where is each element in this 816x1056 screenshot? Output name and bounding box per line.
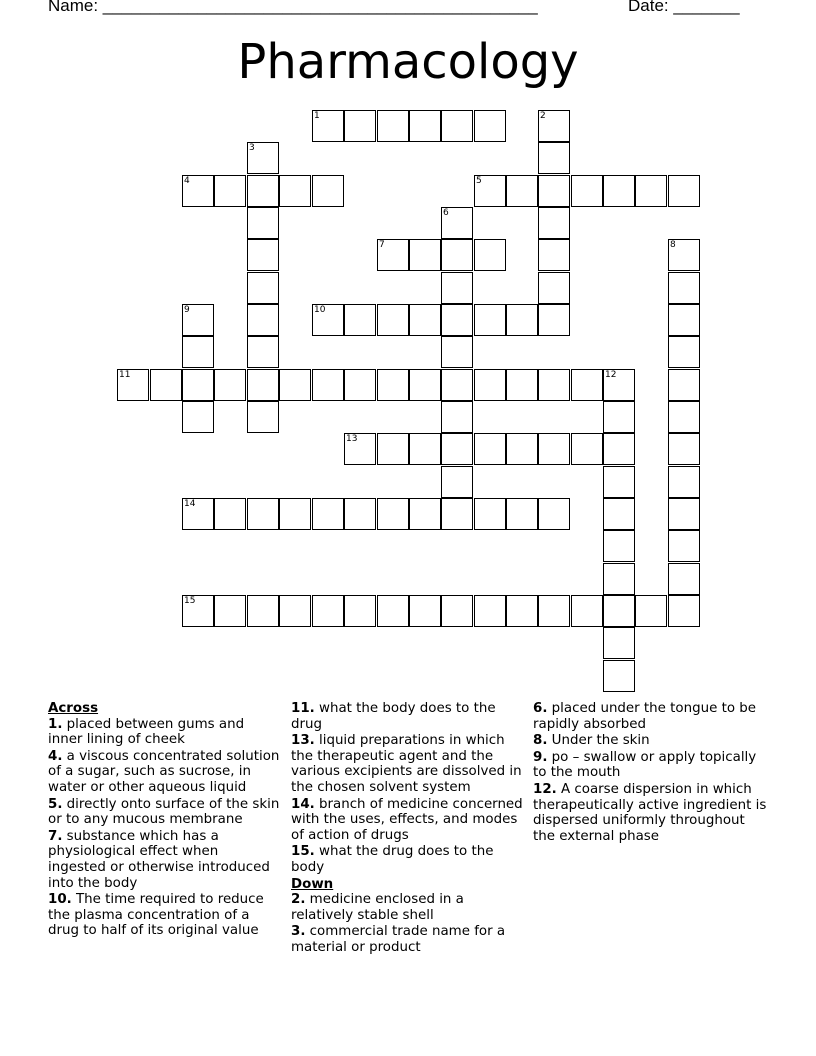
grid-cell[interactable] — [312, 498, 344, 530]
grid-cell[interactable] — [214, 498, 246, 530]
grid-cell[interactable] — [312, 175, 344, 207]
grid-cell[interactable] — [474, 595, 506, 627]
grid-cell[interactable] — [538, 595, 570, 627]
grid-cell[interactable] — [668, 466, 700, 498]
grid-cell[interactable] — [279, 369, 311, 401]
clue-number: 1 — [314, 111, 320, 121]
clue-number: 7 — [379, 240, 385, 250]
grid-cell[interactable] — [247, 175, 279, 207]
clues-column-3 — [533, 701, 769, 845]
clue-number: 13 — [346, 434, 358, 444]
grid-cell[interactable] — [474, 498, 506, 530]
clue-across-11: 11. what the body does to the drug — [291, 701, 496, 732]
grid-cell[interactable] — [441, 498, 473, 530]
grid-cell[interactable] — [247, 369, 279, 401]
grid-cell[interactable] — [182, 336, 214, 368]
grid-cell[interactable] — [668, 563, 700, 595]
date-field-label: Date: _______ — [628, 0, 740, 15]
clue-down-6: 6. placed under the tongue to be rapidly absorbed — [533, 701, 757, 732]
grid-cell[interactable] — [441, 336, 473, 368]
grid-cell[interactable] — [506, 595, 538, 627]
grid-cell[interactable] — [538, 369, 570, 401]
grid-cell[interactable] — [441, 239, 473, 271]
grid-cell[interactable] — [312, 369, 344, 401]
grid-cell[interactable] — [603, 498, 635, 530]
clue-number: 12 — [605, 370, 617, 380]
grid-cell[interactable] — [247, 401, 279, 433]
grid-cell[interactable] — [506, 498, 538, 530]
clue-down-2: 2. medicine enclosed in a relatively stable shell — [291, 892, 464, 923]
grid-cell[interactable] — [247, 207, 279, 239]
grid-cell[interactable] — [441, 304, 473, 336]
grid-cell[interactable] — [668, 336, 700, 368]
clue-number: 2 — [540, 111, 546, 121]
grid-cell[interactable] — [668, 304, 700, 336]
grid-cell[interactable] — [603, 175, 635, 207]
grid-cell[interactable] — [571, 175, 603, 207]
grid-cell[interactable] — [538, 272, 570, 304]
grid-cell[interactable] — [474, 239, 506, 271]
clues-column-2 — [291, 701, 527, 957]
grid-cell[interactable] — [247, 272, 279, 304]
grid-cell[interactable] — [247, 239, 279, 271]
grid-cell[interactable] — [312, 595, 344, 627]
grid-cell[interactable] — [247, 595, 279, 627]
grid-cell[interactable] — [635, 175, 667, 207]
grid-cell[interactable] — [409, 433, 441, 465]
clue-across-7: 7. substance which has a physiological effect when ingested or otherwise introduced into the body — [48, 828, 270, 891]
grid-cell[interactable] — [182, 369, 214, 401]
grid-cell[interactable] — [538, 207, 570, 239]
grid-cell[interactable] — [603, 595, 635, 627]
grid-cell[interactable] — [409, 369, 441, 401]
grid-cell[interactable] — [377, 304, 409, 336]
grid-cell[interactable] — [441, 401, 473, 433]
grid-cell[interactable] — [506, 304, 538, 336]
across-heading: Across — [48, 701, 99, 716]
grid-cell[interactable] — [603, 401, 635, 433]
grid-cell[interactable] — [571, 433, 603, 465]
clue-number: 8 — [670, 240, 676, 250]
grid-cell[interactable] — [377, 369, 409, 401]
clue-down-3: 3. commercial trade name for a material or product — [291, 924, 506, 955]
grid-cell[interactable] — [506, 175, 538, 207]
clue-across-15: 15. what the drug does to the body — [291, 844, 494, 875]
grid-cell[interactable] — [377, 433, 409, 465]
grid-cell[interactable] — [668, 530, 700, 562]
grid-cell[interactable] — [344, 304, 376, 336]
grid-cell[interactable] — [409, 239, 441, 271]
grid-cell[interactable] — [571, 369, 603, 401]
clue-number: 15 — [184, 596, 196, 606]
clue-down-9: 9. po – swallow or apply topically to the mouth — [533, 749, 757, 781]
grid-cell[interactable] — [214, 595, 246, 627]
grid-cell[interactable] — [474, 433, 506, 465]
clue-across-14: 14. branch of medicine concerned with the uses, effects, and modes of action of drugs — [291, 796, 523, 843]
name-field-label: Name: ______________________________________________ — [48, 0, 538, 15]
clue-number: 9 — [184, 305, 190, 315]
grid-cell[interactable] — [409, 498, 441, 530]
grid-cell[interactable] — [409, 304, 441, 336]
grid-cell[interactable] — [377, 498, 409, 530]
grid-cell[interactable] — [603, 627, 635, 659]
grid-cell[interactable] — [538, 239, 570, 271]
grid-cell[interactable] — [603, 563, 635, 595]
grid-cell[interactable] — [441, 595, 473, 627]
grid-cell[interactable] — [182, 401, 214, 433]
grid-cell[interactable] — [441, 110, 473, 142]
grid-cell[interactable] — [474, 369, 506, 401]
clue-number: 3 — [249, 143, 255, 153]
clues-column-1 — [48, 701, 280, 940]
grid-cell[interactable] — [538, 175, 570, 207]
grid-cell[interactable] — [474, 304, 506, 336]
grid-cell[interactable] — [668, 498, 700, 530]
down-heading: Down — [291, 876, 334, 892]
grid-cell[interactable] — [247, 304, 279, 336]
grid-cell[interactable] — [668, 369, 700, 401]
grid-cell[interactable] — [441, 369, 473, 401]
page-title: Pharmacology — [237, 34, 579, 90]
clue-across-10: 10. The time required to reduce the plasma concentration of a drug to half of its original value — [48, 892, 264, 939]
grid-cell[interactable] — [603, 466, 635, 498]
grid-cell[interactable] — [506, 433, 538, 465]
grid-cell[interactable] — [409, 595, 441, 627]
grid-cell[interactable] — [603, 530, 635, 562]
grid-cell[interactable] — [506, 369, 538, 401]
clue-number: 5 — [476, 176, 482, 186]
grid-cell[interactable] — [409, 110, 441, 142]
grid-cell[interactable] — [344, 110, 376, 142]
clue-number: 11 — [119, 370, 131, 380]
clue-number: 14 — [184, 499, 196, 509]
clue-number: 10 — [314, 305, 326, 315]
clue-number: 4 — [184, 176, 190, 186]
grid-cell[interactable] — [668, 401, 700, 433]
grid-cell[interactable] — [668, 433, 700, 465]
grid-cell[interactable] — [279, 498, 311, 530]
clue-across-4: 4. a viscous concentrated solution of a sugar, such as sucrose, in water or other aqueous liquid — [48, 748, 280, 795]
grid-cell[interactable] — [441, 272, 473, 304]
grid-cell[interactable] — [603, 660, 635, 692]
clue-down-8: 8. Under the skin — [533, 733, 650, 749]
grid-cell[interactable] — [668, 272, 700, 304]
grid-cell[interactable] — [571, 595, 603, 627]
grid-cell[interactable] — [247, 498, 279, 530]
grid-cell[interactable] — [344, 498, 376, 530]
clue-number: 6 — [443, 208, 449, 218]
grid-cell[interactable] — [214, 369, 246, 401]
grid-cell[interactable] — [538, 498, 570, 530]
grid-cell[interactable] — [603, 433, 635, 465]
grid-cell[interactable] — [247, 336, 279, 368]
grid-cell[interactable] — [377, 595, 409, 627]
grid-cell[interactable] — [150, 369, 182, 401]
grid-cell[interactable] — [668, 175, 700, 207]
grid-cell[interactable] — [538, 433, 570, 465]
grid-cell[interactable] — [474, 110, 506, 142]
grid-cell[interactable] — [668, 595, 700, 627]
grid-cell[interactable] — [377, 110, 409, 142]
grid-cell[interactable] — [635, 595, 667, 627]
grid-cell[interactable] — [441, 433, 473, 465]
clue-across-13: 13. liquid preparations in which the therapeutic agent and the various excipients are dissolved in the chosen solvent system — [291, 733, 522, 795]
grid-cell[interactable] — [279, 175, 311, 207]
grid-cell[interactable] — [214, 175, 246, 207]
clue-across-1: 1. placed between gums and inner lining of cheek — [48, 716, 245, 748]
clue-across-5: 5. directly onto surface of the skin or to any mucous membrane — [48, 796, 280, 828]
grid-cell[interactable] — [344, 369, 376, 401]
grid-cell[interactable] — [441, 466, 473, 498]
grid-cell[interactable] — [538, 304, 570, 336]
grid-cell[interactable] — [538, 142, 570, 174]
grid-cell[interactable] — [344, 595, 376, 627]
grid-cell[interactable] — [279, 595, 311, 627]
clue-down-12: 12. A coarse dispersion in which therapeutically active ingredient is dispersed uniformly throughout the external phase — [533, 781, 767, 844]
